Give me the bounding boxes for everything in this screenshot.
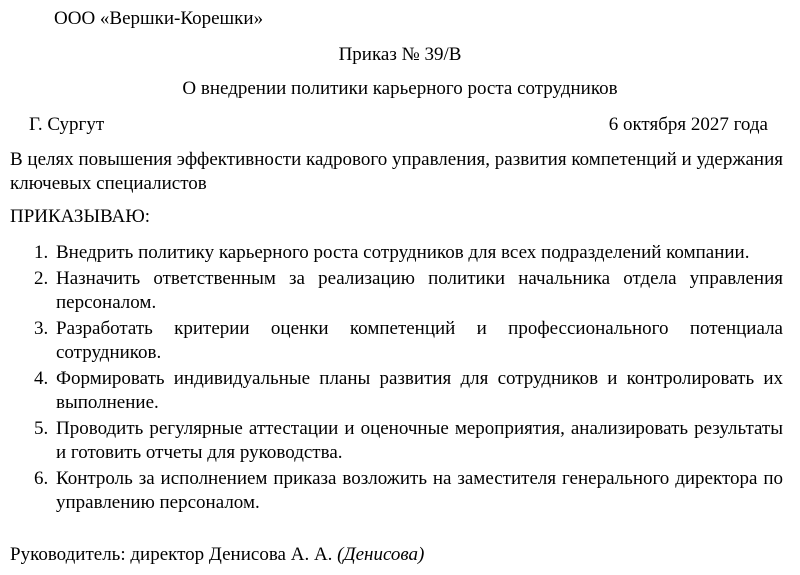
list-item: [34, 367, 783, 415]
order-date: 6 октября 2027 года: [608, 114, 768, 135]
list-item-text: Разработать критерии оценки компетенций и профессионального потенциала сотрудников.: [56, 318, 783, 363]
list-item-text: Формировать индивидуальные планы развития для сотрудников и контролировать их выполнение.: [56, 368, 783, 413]
list-item-number: 6.: [34, 468, 49, 489]
list-item: [34, 467, 783, 515]
list-item: [34, 241, 783, 265]
order-subject: О внедрении политики карьерного роста сотрудников: [182, 78, 618, 99]
city: Г. Сургут: [29, 114, 105, 135]
organization-name: ООО «Вершки-Корешки»: [54, 8, 264, 29]
signature-label: Руководитель: директор Денисова А. А.: [10, 544, 333, 565]
signature-name: (Денисова): [337, 544, 425, 565]
order-word: ПРИКАЗЫВАЮ:: [10, 206, 151, 227]
list-item-text: Проводить регулярные аттестации и оценочные мероприятия, анализировать результаты и готовить отчеты для руководства.: [56, 418, 783, 463]
list-item-number: 3.: [34, 318, 49, 339]
list-item-number: 1.: [34, 242, 49, 263]
list-item-text: Контроль за исполнением приказа возложить на заместителя генерального директора по управлению персоналом.: [56, 468, 783, 513]
list-item: [34, 317, 783, 365]
list-item: [34, 267, 783, 315]
list-item-text: Назначить ответственным за реализацию политики начальника отдела управления персоналом.: [56, 268, 783, 313]
list-item-number: 2.: [34, 268, 49, 289]
list-item-number: 5.: [34, 418, 49, 439]
list-item-text: Внедрить политику карьерного роста сотрудников для всех подразделений компании.: [56, 242, 750, 263]
order-items-list: [34, 241, 783, 517]
list-item-number: 4.: [34, 368, 49, 389]
list-item: [34, 417, 783, 465]
order-title: Приказ № 39/В: [338, 44, 462, 65]
preamble: В целях повышения эффективности кадрового управления, развития компетенций и удержания ключевых специалистов: [10, 149, 783, 194]
signature-line: [10, 544, 424, 566]
